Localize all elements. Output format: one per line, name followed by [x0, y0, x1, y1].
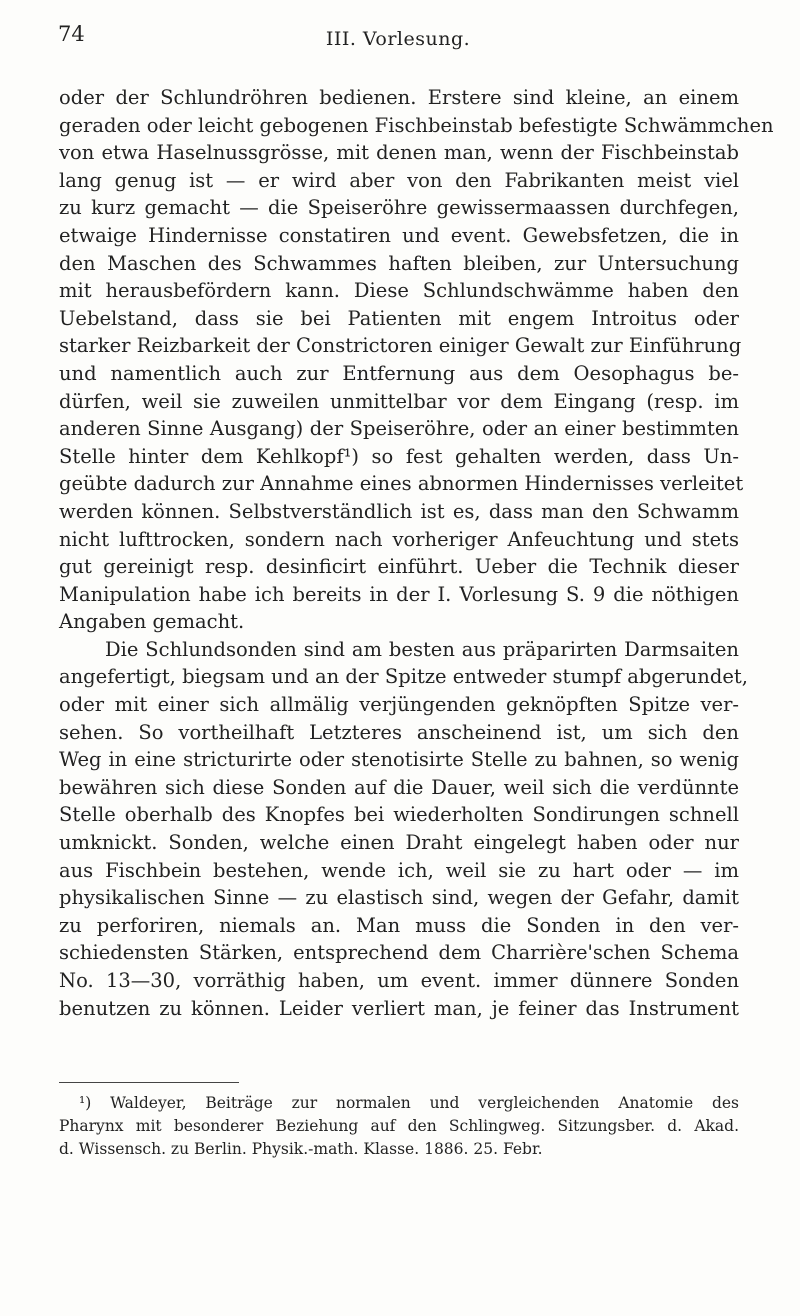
- text-line: schiedensten Stärken, entsprechend dem Charrière'schen Schema: [59, 941, 739, 965]
- footnotes: [59, 1092, 739, 1161]
- text-line: nicht lufttrocken, sondern nach vorheriger Anfeuchtung und stets: [59, 527, 739, 551]
- body-text: [59, 84, 774, 1022]
- text-line: dürfen, weil sie zuweilen unmittelbar vor dem Eingang (resp. im: [59, 389, 739, 413]
- text-line: No. 13—30, vorräthig haben, um event. immer dünnere Sonden: [59, 969, 739, 992]
- footnote-line: d. Wissensch. zu Berlin. Physik.-math. Klasse. 1886. 25. Febr.: [59, 1140, 543, 1158]
- text-line: Weg in eine stricturirte oder stenotisirte Stelle zu bahnen, so wenig: [59, 748, 739, 772]
- text-line: Manipulation habe ich bereits in der I. Vorlesung S. 9 die nöthigen: [59, 582, 739, 606]
- text-line: aus Fischbein bestehen, wende ich, weil sie zu hart oder — im: [59, 858, 739, 882]
- text-line: etwaige Hindernisse constatiren und event. Gewebsfetzen, die in: [59, 223, 739, 247]
- text-line: geübte dadurch zur Annahme eines abnormen Hindernisses verleitet: [59, 472, 744, 496]
- text-line: umknickt. Sonden, welche einen Draht eingelegt haben oder nur: [59, 831, 739, 855]
- text-line-paragraph-end: Angaben gemacht.: [59, 610, 245, 634]
- text-line: oder mit einer sich allmälig verjüngenden geknöpften Spitze ver-: [59, 693, 739, 717]
- text-line: zu perforiren, niemals an. Man muss die Sonden in den ver-: [59, 913, 739, 937]
- running-head: III. Vorlesung.: [325, 28, 471, 50]
- text-line: bewähren sich diese Sonden auf die Dauer, weil sich die verdünnte: [59, 775, 739, 799]
- text-line: lang genug ist — er wird aber von den Fabrikanten meist viel: [59, 168, 739, 192]
- text-line: und namentlich auch zur Entfernung aus dem Oesophagus be-: [59, 361, 739, 385]
- text-line: gut gereinigt resp. desinficirt einführt. Ueber die Technik dieser: [59, 555, 739, 579]
- text-line: von etwa Haselnussgrösse, mit denen man, wenn der Fischbeinstab: [59, 141, 739, 165]
- text-line: Uebelstand, dass sie bei Patienten mit engem Introitus oder: [59, 306, 739, 330]
- footnote-divider: [59, 1082, 239, 1083]
- text-line: starker Reizbarkeit der Constrictoren einiger Gewalt zur Einführung: [59, 334, 742, 358]
- text-line: mit herausbefördern kann. Diese Schlundschwämme haben den: [59, 279, 739, 303]
- text-line: angefertigt, biegsam und an der Spitze entweder stumpf abgerundet,: [59, 665, 748, 689]
- text-line: physikalischen Sinne — zu elastisch sind, wegen der Gefahr, damit: [59, 886, 739, 910]
- text-line: den Maschen des Schwammes haften bleiben, zur Untersuchung: [59, 251, 739, 275]
- text-line: geraden oder leicht gebogenen Fischbeinstab befestigte Schwämmchen: [59, 113, 774, 137]
- text-line: Stelle oberhalb des Knopfes bei wiederholten Sondirungen schnell: [59, 803, 739, 827]
- text-line: zu kurz gemacht — die Speiseröhre gewissermaassen durchfegen,: [59, 196, 739, 220]
- text-line: sehen. So vortheilhaft Letzteres anscheinend ist, um sich den: [59, 720, 739, 744]
- text-line: anderen Sinne Ausgang) der Speiseröhre, oder an einer bestimmten: [59, 417, 739, 441]
- text-line: oder der Schlundröhren bedienen. Erstere sind kleine, an einem: [59, 86, 739, 109]
- page-number: 74: [58, 22, 85, 46]
- footnote-line: ¹) Waldeyer, Beiträge zur normalen und vergleichenden Anatomie des: [79, 1094, 739, 1112]
- text-line-paragraph-start: Die Schlundsonden sind am besten aus präparirten Darmsaiten: [105, 637, 739, 661]
- text-line: benutzen zu können. Leider verliert man, je feiner das Instrument: [59, 996, 739, 1020]
- page-header: [58, 22, 738, 52]
- text-line: Stelle hinter dem Kehlkopf¹) so fest gehalten werden, dass Un-: [59, 444, 739, 468]
- text-line: werden können. Selbstverständlich ist es, dass man den Schwamm: [59, 499, 739, 523]
- footnote-line: Pharynx mit besonderer Beziehung auf den Schlingweg. Sitzungsber. d. Akad.: [59, 1117, 739, 1135]
